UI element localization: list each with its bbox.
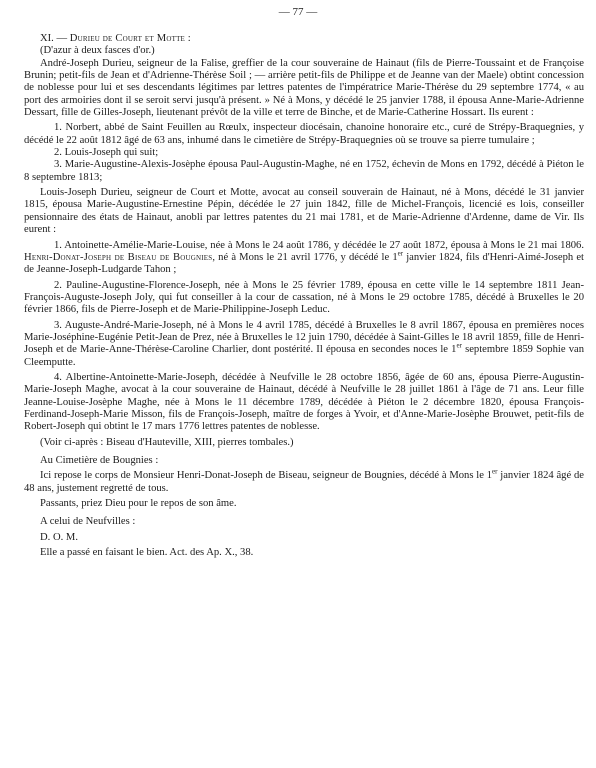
child-1-text-b: , né à Mons le 21 avril 1776, y décédé le 1	[212, 251, 398, 263]
epitaph-text-b: janvier 1824 âgé de 48 ans, justement regretté de tous.	[24, 470, 584, 494]
paragraph-andre-joseph: André-Joseph Durieu, seigneur de la Falise, greffier de la cour souveraine de Hainaut (fils de Pierre-Toussaint et de Françoise Brunin; petit-fils de Jean et d'Adrienne-Thérèse Soil ; — arrière petit-fils de Philippe et de Jeanne van der Maele) obtint concession de noblesse pour lui et ses descendants légitimes par lettres patentes de l'impératrice Marie-Thérèse du 29 septembre 1774, « au port des armoiries dont il se seroit servi jusqu'à présent. » Né à Mons, y décédé le 25 janvier 1788, il épousa Anne-Marie-Adrienne Dessart, fille de Gilles-Joseph, lieutenant prévôt de la ville et terre de Binche, et de Marie-Catherine Hossart. Ils eurent :	[24, 57, 584, 119]
list-item-pauline: 2. Pauline-Augustine-Florence-Joseph, née à Mons le 25 février 1789, épousa en cette ville le 14 septembre 1811 Jean-François-Auguste-Joseph Joly, qui fut conseiller à la cour de cassation, né à Mons le 29 octobre 1785, décédé à Bruxelles le 20 février 1866, fils de Pierre-Joseph et de Marie-Philippine-Joseph Leduc.	[24, 279, 584, 316]
dom-inscription: D. O. M.	[40, 531, 78, 543]
section-heading	[24, 33, 584, 45]
cemetery-heading: Au Cimetière de Bougnies :	[40, 455, 159, 466]
section-heading-name: Durieu de Court et Motte	[69, 33, 186, 44]
epitaph	[24, 467, 584, 495]
blazon: (D'azur à deux fasces d'or.)	[40, 45, 155, 57]
list-item-antoinette	[24, 240, 584, 277]
epitaph-superscript: er	[492, 467, 498, 476]
section-heading-number: XI. —	[40, 33, 70, 44]
cross-reference: (Voir ci-après : Biseau d'Hauteville, XIII, pierres tombales.)	[40, 436, 294, 448]
list-item-auguste	[24, 320, 584, 369]
list-item-norbert: 1. Norbert, abbé de Saint Feuillen au Rœulx, inspecteur diocésain, chanoine honoraire etc., curé de Strépy-Braquegnies, y décédé le 22 août 1812 âgé de 63 ans, inhumé dans le cimetière de Strépy-Braquegnies où se trouve sa pierre tumulaire ;	[24, 122, 584, 146]
list-item-marie-augustine: 3. Marie-Augustine-Alexis-Josèphe épousa Paul-Augustin-Maghe, né en 1752, échevin de Mons en 1792, décédé à Piéton le 8 septembre 1813;	[24, 159, 584, 183]
passersby-line: Passants, priez Dieu pour le repos de son âme.	[40, 498, 237, 510]
child-3-text-a: 3. Auguste-André-Marie-Joseph, né à Mons le 4 avril 1785, décédé à Bruxelles le 8 avril 1867, épousa en premières noces Marie-Joséphine-Eugénie Petit-Jean de Prez, née à Bruxelles le 12 juin 1790, décédée à Saint-Gilles le 18 avril 1859, fille de Henri-Joseph et de Marie-Anne-Thérèse-Caroline Charlier, dont postérité. Il épousa en secondes noces le 1	[24, 319, 584, 356]
paragraph-louis-joseph: Louis-Joseph Durieu, seigneur de Court et Motte, avocat au conseil souverain de Hainaut, né à Mons, décédé le 31 janvier 1815, épousa Marie-Augustine-Ernestine Pépin, décédée le 27 juin 1842, fille de Michel-François, licencié es lois, conseiller pensionnaire des états de Hainaut, anobli par lettres patentes du 21 mai 1781, et de Marie-Adrienne d'Ardenne, dame de Vir. Ils eurent :	[24, 187, 584, 236]
page-number: — 77 —	[278, 6, 318, 18]
neufvilles-heading: A celui de Neufvilles :	[40, 516, 136, 528]
bible-verse: Elle a passé en faisant le bien. Act. des Ap. X., 38.	[40, 547, 254, 559]
child-1-spouse-name: Henri-Donat-Joseph de Biseau de Bougnies	[24, 251, 213, 263]
page-content	[24, 33, 584, 559]
section-heading-tail: :	[185, 33, 191, 44]
child-1-text-c: janvier 1824, fils d'Henri-Aimé-Joseph et de Jeanne-Joseph-Ludgarde Tahon ;	[24, 251, 585, 276]
child-3-text-b: septembre 1859 Sophie van Cleemputte.	[24, 344, 585, 368]
child-1-text-a: 1. Antoinette-Amélie-Marie-Louise, née à Mons le 24 août 1786, y décédée le 27 août 1872, épousa à Mons le 21 mai 1806.	[54, 239, 584, 251]
list-item-louis-joseph: 2. Louis-Joseph qui suit;	[54, 147, 159, 159]
epitaph-text-a: Ici repose le corps de Monsieur Henri-Donat-Joseph de Biseau, seigneur de Bougnies, décédé à Mons le 1	[40, 470, 493, 482]
child-3-superscript: er	[456, 341, 462, 350]
list-item-albertine: 4. Albertine-Antoinette-Marie-Joseph, décédée à Neufville le 28 octobre 1856, âgée de 60 ans, épousa Pierre-Augustin-Marie-Joseph Maghe, avocat à la cour souveraine de Hainaut, décédé à Neufville le 28 juillet 1861 à l'âge de 71 ans. Leur fille Jeanne-Louise-Josèphe Maghe, née à Mons le 11 décembre 1789, décédée à Piéton le 2 décembre 1820, épousa François-Ferdinand-Joseph-Marie Misson, fils de François-Joseph, maître de forges à Yvoir, et d'Anne-Marie-Josèphe Brouwet, petit-fils de Robert-Joseph qui obtint le 17 mars 1776 lettres patentes de noblesse.	[24, 371, 584, 433]
child-1-superscript: er	[397, 249, 404, 258]
